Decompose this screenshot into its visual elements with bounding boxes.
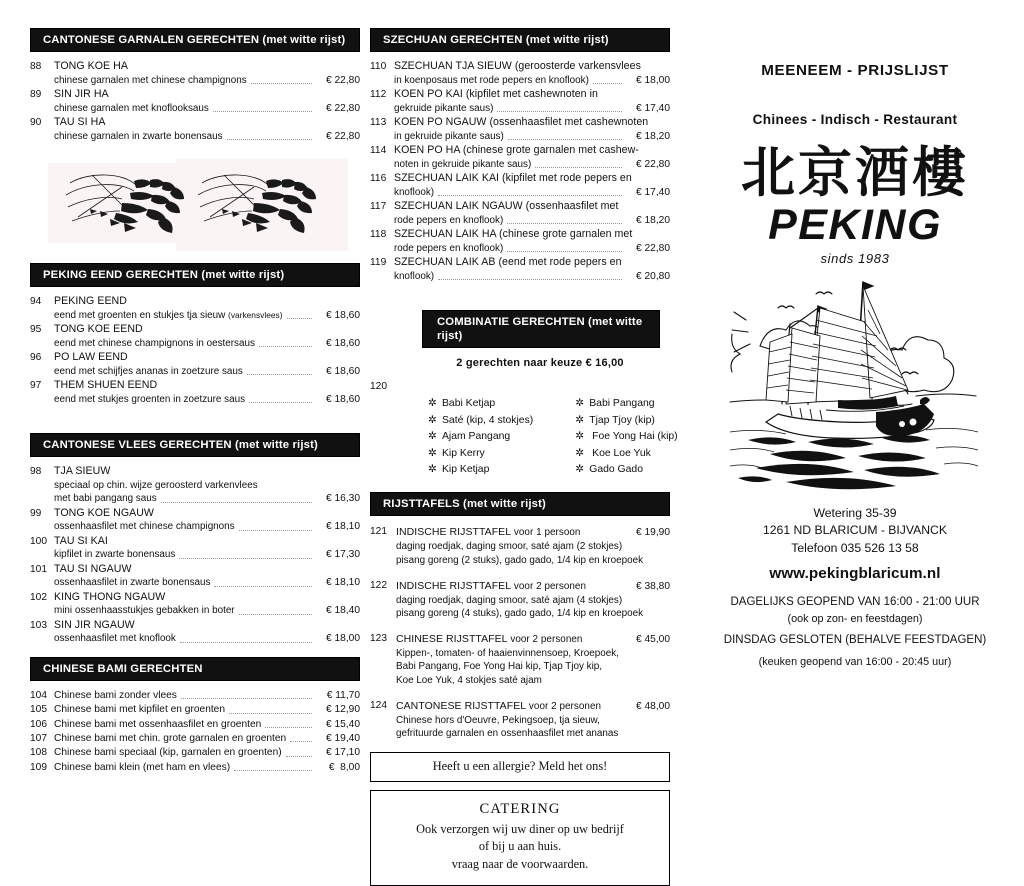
item-name: SIN JIR HA <box>54 88 109 101</box>
menu-list-cantonese-vlees <box>30 465 360 645</box>
menu-item <box>30 351 360 378</box>
leader-dots <box>180 642 312 643</box>
menu-item <box>30 689 360 702</box>
item-number: 124 <box>370 699 387 711</box>
item-description: eend met schijfjes ananas in zoetzure saus <box>54 365 243 377</box>
item-number: 122 <box>370 579 387 591</box>
item-description-line: gefrituurde garnalen en ossenhaasfilet met ananas <box>396 728 619 740</box>
catering-line: of bij u aan huis. <box>478 839 562 854</box>
item-price: € 20,80 <box>636 270 670 282</box>
opening-hours-line: DINSDAG GESLOTEN (BEHALVE FEESTDAGEN) <box>723 634 987 647</box>
item-name: KING THONG NGAUW <box>54 590 166 603</box>
leader-dots <box>507 251 622 252</box>
item-name: TJA SIEUW <box>54 465 111 478</box>
leader-dots <box>535 167 622 168</box>
catering-title: CATERING <box>479 800 561 817</box>
item-description-line: Chinese hors d'Oeuvre, Pekingsoep, tja sieuw, <box>396 714 600 726</box>
menu-item <box>30 703 360 716</box>
item-price: € 22,80 <box>636 158 670 170</box>
item-description-line: Koe Loe Yuk, 4 stokjes saté ajam <box>396 675 542 687</box>
brand-logo: PEKING <box>768 200 942 249</box>
left-column <box>30 0 360 775</box>
leader-dots <box>438 195 622 196</box>
leader-dots <box>161 502 312 503</box>
item-description: chinese garnalen met knoflooksaus <box>54 102 209 114</box>
address-line: 1261 ND BLARICUM - BIJVANCK <box>763 523 947 538</box>
chinese-junk-boat-illustration <box>730 272 980 497</box>
item-description-line: Babi Pangang, Foe Yong Hai kip, Tjap Tjoy kip, <box>396 661 603 673</box>
item-name: TAU SI NGAUW <box>54 562 132 575</box>
item-number: 105 <box>30 704 47 716</box>
leader-dots <box>214 586 312 587</box>
combinatie-options-left <box>428 396 533 478</box>
catering-line: Ook verzorgen wij uw diner op uw bedrijf <box>416 821 624 836</box>
leader-dots <box>290 741 312 742</box>
menu-list-rijsttafels <box>370 525 670 740</box>
item-number: 119 <box>370 257 387 269</box>
rijsttafel-item <box>370 579 670 621</box>
item-description: ossenhaasfilet in zwarte bonensaus <box>54 577 211 589</box>
item-description-line: daging roedjak, daging smoor, saté ajam (4 stokjes) <box>396 594 623 606</box>
asterisk-icon: ✲ <box>575 414 584 426</box>
item-price: € 16,30 <box>326 493 360 505</box>
item-number: 108 <box>30 747 47 759</box>
menu-item <box>30 746 360 759</box>
item-number: 117 <box>370 201 387 213</box>
item-name: TONG KOE EEND <box>54 323 143 336</box>
section-header-cantonese-vlees: CANTONESE VLEES GERECHTEN (met witte rijst) <box>30 433 360 457</box>
item-price: € 18,60 <box>326 337 360 349</box>
item-description: eend met chinese champignons in oestersaus <box>54 337 255 349</box>
item-title-text: INDISCHE RIJSTTAFEL <box>396 526 512 539</box>
opening-hours-block <box>690 594 1020 670</box>
rijsttafel-item <box>370 525 670 567</box>
item-description: noten in gekruide pikante saus) <box>394 158 532 170</box>
option-label: Koe Loe Yuk <box>589 447 651 459</box>
item-price: € 18,60 <box>326 365 360 377</box>
asterisk-icon: ✲ <box>428 398 437 410</box>
item-description: eend met stukjes groenten in zoetzure saus <box>54 393 246 405</box>
item-description: gekruide pikante saus) <box>394 102 494 114</box>
catering-notice <box>370 790 670 886</box>
item-description-line: Kippen-, tomaten- of haaienvinnensoep, Kroepoek, <box>396 647 619 659</box>
menu-item <box>30 116 360 143</box>
item-name <box>396 632 582 647</box>
menu-item <box>30 88 360 115</box>
item-description: rode pepers en knoflook) <box>394 214 504 226</box>
combinatie-option <box>575 462 677 478</box>
menu-item <box>370 172 670 199</box>
combinatie-option <box>428 396 533 412</box>
leader-dots <box>438 279 622 280</box>
leader-dots <box>227 139 312 140</box>
item-description: knoflook) <box>394 270 435 282</box>
item-price: € 19,40 <box>326 733 360 745</box>
phone-line: Telefoon 035 526 13 58 <box>791 540 919 555</box>
chinese-name-logo: 北京酒樓 <box>741 141 969 204</box>
item-name <box>396 699 601 714</box>
item-number: 106 <box>30 718 47 730</box>
leader-dots <box>181 698 312 699</box>
item-name: THEM SHUEN EEND <box>54 379 158 392</box>
item-description-line: daging roedjak, daging smoor, saté ajam (2 stokjes) <box>396 541 623 553</box>
item-description: kipfilet in zwarte bonensaus <box>54 549 176 561</box>
item-name: SZECHUAN LAIK AB (eend met rode pepers en <box>394 256 622 269</box>
item-price: € 17,40 <box>636 102 670 114</box>
item-price: € 19,90 <box>636 527 670 539</box>
combinatie-item-number: 120 <box>370 381 387 393</box>
leader-dots <box>593 83 622 84</box>
item-number: 101 <box>30 563 47 575</box>
item-description-line: pisang goreng (2 stuks), gado gado, 1/4 kip en kroepoek <box>396 555 644 567</box>
asterisk-icon: ✲ <box>575 398 584 410</box>
section-header-chinese-bami: CHINESE BAMI GERECHTEN <box>30 657 360 681</box>
item-price: € 18,40 <box>326 605 360 617</box>
opening-hours-line: (ook op zon- en feestdagen) <box>787 612 923 625</box>
item-number: 103 <box>30 619 47 631</box>
item-title-text: CANTONESE RIJSTTAFEL <box>396 699 527 712</box>
item-serving-size: voor 2 personen <box>526 700 602 712</box>
item-description: ossenhaasfilet met knoflook <box>54 633 176 645</box>
item-number: 97 <box>30 380 42 392</box>
menu-item <box>370 116 670 143</box>
item-name: SZECHUAN LAIK HA (chinese grote garnalen met <box>394 228 633 241</box>
item-description: chinese garnalen met chinese champignons <box>54 74 247 86</box>
item-price: € 18,60 <box>326 393 360 405</box>
item-serving-size: voor 1 persoon <box>511 527 581 539</box>
leader-dots <box>286 756 312 757</box>
option-label: Babi Pangang <box>589 398 655 410</box>
asterisk-icon: ✲ <box>575 447 584 459</box>
item-description: met babi pangang saus <box>54 493 157 505</box>
item-description: chinese garnalen in zwarte bonensaus <box>54 130 223 142</box>
combinatie-option <box>428 446 533 462</box>
item-price: € 22,80 <box>636 242 670 254</box>
website-link[interactable]: www.pekingblaricum.nl <box>769 565 941 583</box>
item-number: 89 <box>30 89 42 101</box>
menu-item <box>370 144 670 171</box>
item-name: TONG KOE HA <box>54 60 128 73</box>
leader-dots <box>179 558 312 559</box>
item-number: 99 <box>30 507 42 519</box>
item-number: 95 <box>30 324 42 336</box>
combinatie-option <box>575 429 677 445</box>
menu-item <box>30 619 360 646</box>
menu-item <box>30 507 360 534</box>
item-number: 104 <box>30 689 47 701</box>
item-number: 118 <box>370 229 387 241</box>
leader-dots <box>249 402 312 403</box>
item-price: € 12,90 <box>326 704 360 716</box>
shrimp-icon <box>62 167 190 241</box>
item-description <box>54 309 283 322</box>
item-serving-size: voor 2 personen <box>507 633 583 645</box>
item-description: mini ossenhaasstukjes gebakken in boter <box>54 605 235 617</box>
item-name: KOEN PO NGAUW (ossenhaasfilet met cashewnoten <box>394 116 649 129</box>
combinatie-option <box>575 413 677 429</box>
item-name <box>396 579 586 594</box>
item-name: TAU SI HA <box>54 116 106 129</box>
item-name: PO LAW EEND <box>54 351 128 364</box>
address-line: Wetering 35-39 <box>813 505 897 520</box>
asterisk-icon: ✲ <box>428 414 437 426</box>
menu-item <box>30 295 360 322</box>
shrimp-icon <box>194 167 322 241</box>
item-description-text: eend met groenten en stukjes tja sieuw <box>54 309 226 321</box>
allergy-notice: Heeft u een allergie? Meld het ons! <box>370 752 670 782</box>
item-price: € 18,00 <box>326 633 360 645</box>
leader-dots <box>213 111 312 112</box>
menu-item <box>370 60 670 87</box>
item-price: € 22,80 <box>326 102 360 114</box>
rijsttafel-item <box>370 699 670 741</box>
menu-item <box>30 465 360 505</box>
item-number: 102 <box>30 591 47 603</box>
right-column <box>690 0 1020 670</box>
item-price: € 17,10 <box>326 747 360 759</box>
item-number: 94 <box>30 296 42 308</box>
item-number: 107 <box>30 733 47 745</box>
option-label: Kip Ketjap <box>442 463 490 475</box>
item-number: 113 <box>370 117 387 129</box>
item-price: € 17,30 <box>326 549 360 561</box>
item-name: TAU SI KAI <box>54 534 108 547</box>
item-description-extra: speciaal op chin. wijze geroosterd varkenvlees <box>54 479 258 491</box>
item-name: SZECHUAN TJA SIEUW (geroosterde varkensvlees <box>394 60 641 73</box>
item-price: € 11,70 <box>326 689 360 701</box>
item-number: 121 <box>370 526 387 538</box>
combinatie-option <box>575 396 677 412</box>
menu-item <box>370 228 670 255</box>
item-name: KOEN PO HA (chinese grote garnalen met cashew- <box>394 144 639 157</box>
item-price: € 18,10 <box>326 521 360 533</box>
established-year: sinds 1983 <box>820 250 890 266</box>
item-price: € 18,10 <box>326 577 360 589</box>
item-number: 90 <box>30 117 42 129</box>
leader-dots <box>507 223 622 224</box>
menu-item <box>30 60 360 87</box>
address-block <box>690 505 1020 583</box>
item-name: TONG KOE NGAUW <box>54 506 154 519</box>
middle-column <box>370 0 678 886</box>
item-description: in gekruide pikante saus) <box>394 130 504 142</box>
option-label: Gado Gado <box>589 463 643 475</box>
item-name: SIN JIR NGAUW <box>54 618 135 631</box>
item-description: in koenposaus met rode pepers en knoflook) <box>394 74 589 86</box>
item-serving-size: voor 2 personen <box>511 580 587 592</box>
combinatie-option <box>428 413 533 429</box>
item-description: Chinese bami met kipfilet en groenten <box>54 704 226 716</box>
item-price: € 18,00 <box>636 74 670 86</box>
combinatie-option <box>428 429 533 445</box>
item-name: SZECHUAN LAIK NGAUW (ossenhaasfilet met <box>394 200 619 213</box>
item-price: € 48,00 <box>636 700 670 712</box>
menu-item <box>370 200 670 227</box>
asterisk-icon: ✲ <box>428 431 437 443</box>
combinatie-option <box>575 446 677 462</box>
item-name <box>396 525 580 540</box>
menu-list-cantonese-garnalen <box>30 60 360 143</box>
item-number: 100 <box>30 535 47 547</box>
item-description-line: pisang goreng (4 stuks), gado gado, 1/4 kip en kroepoek <box>396 608 644 620</box>
item-number: 114 <box>370 145 387 157</box>
item-title-text: CHINESE RIJSTTAFEL <box>396 632 508 645</box>
section-header-peking-eend: PEKING EEND GERECHTEN (met witte rijst) <box>30 263 360 287</box>
item-description: rode pepers en knoflook) <box>394 242 504 254</box>
menu-item <box>370 88 670 115</box>
restaurant-type-subtitle: Chinees - Indisch - Restaurant <box>752 112 958 127</box>
item-number: 96 <box>30 352 42 364</box>
leader-dots <box>239 530 312 531</box>
item-price: € 8,00 <box>328 761 360 773</box>
section-header-combinatie: COMBINATIE GERECHTEN (met witte rijst) <box>422 310 660 348</box>
item-price: € 22,80 <box>326 74 360 86</box>
menu-item <box>30 563 360 590</box>
item-description: Chinese bami zonder vlees <box>54 689 177 701</box>
menu-item <box>30 718 360 731</box>
page-title: MEENEEM - PRIJSLIJST <box>761 62 949 79</box>
menu-item <box>30 732 360 745</box>
item-number: 110 <box>370 61 387 73</box>
leader-dots <box>229 713 312 714</box>
menu-item <box>30 323 360 350</box>
rijsttafel-item <box>370 632 670 688</box>
asterisk-icon: ✲ <box>575 463 584 475</box>
item-description: ossenhaasfilet met chinese champignons <box>54 521 235 533</box>
section-header-rijsttafels: RIJSTTAFELS (met witte rijst) <box>370 492 670 516</box>
leader-dots <box>239 614 312 615</box>
combinatie-option <box>428 462 533 478</box>
combinatie-subtitle: 2 gerechten naar keuze € 16,00 <box>456 357 624 370</box>
leader-dots <box>287 318 313 319</box>
option-label: Tjap Tjoy (kip) <box>589 414 655 426</box>
asterisk-icon: ✲ <box>428 463 437 475</box>
leader-dots <box>247 374 312 375</box>
item-description-note: (varkensvlees) <box>228 309 283 320</box>
item-price: € 18,20 <box>636 214 670 226</box>
menu-item <box>370 256 670 283</box>
option-label: Ajam Pangang <box>442 431 511 443</box>
catering-line: vraag naar de voorwaarden. <box>451 856 589 871</box>
leader-dots <box>508 139 622 140</box>
item-description: knoflook) <box>394 186 435 198</box>
item-number: 123 <box>370 632 387 644</box>
item-price: € 18,20 <box>636 130 670 142</box>
combinatie-options <box>428 396 678 478</box>
menu-item <box>30 761 360 774</box>
shrimp-illustration-band <box>48 159 348 251</box>
item-price: € 45,00 <box>636 633 670 645</box>
leader-dots <box>259 346 312 347</box>
menu-item <box>30 591 360 618</box>
item-number: 109 <box>30 761 47 773</box>
item-number: 116 <box>370 173 387 185</box>
item-name: PEKING EEND <box>54 295 127 308</box>
item-price: € 17,40 <box>636 186 670 198</box>
item-number: 98 <box>30 466 42 478</box>
asterisk-icon: ✲ <box>575 431 584 443</box>
item-number: 112 <box>370 89 387 101</box>
item-price: € 22,80 <box>326 130 360 142</box>
item-price: € 15,40 <box>326 718 360 730</box>
leader-dots <box>265 727 312 728</box>
item-name: KOEN PO KAI (kipfilet met cashewnoten in <box>394 88 598 101</box>
menu-item <box>30 379 360 406</box>
option-label: Saté (kip, 4 stokjes) <box>442 414 534 426</box>
option-label: Babi Ketjap <box>442 398 496 410</box>
leader-dots <box>234 770 312 771</box>
leader-dots <box>251 83 312 84</box>
opening-hours-line: (keuken geopend van 16:00 - 20:45 uur) <box>758 655 952 668</box>
item-description: Chinese bami met chin. grote garnalen en groenten <box>54 733 287 745</box>
asterisk-icon: ✲ <box>428 447 437 459</box>
opening-hours-line: DAGELIJKS GEOPEND VAN 16:00 - 21:00 UUR <box>730 596 980 609</box>
menu-list-szechuan <box>370 60 670 283</box>
item-price: € 38,80 <box>636 580 670 592</box>
option-label: Kip Kerry <box>442 447 485 459</box>
option-label: Foe Yong Hai (kip) <box>589 431 678 443</box>
menu-list-peking-eend <box>30 295 360 406</box>
section-header-szechuan: SZECHUAN GERECHTEN (met witte rijst) <box>370 28 670 52</box>
item-description: Chinese bami klein (met ham en vlees) <box>54 761 231 773</box>
leader-dots <box>497 111 622 112</box>
menu-item <box>30 535 360 562</box>
section-header-cantonese-garnalen: CANTONESE GARNALEN GERECHTEN (met witte rijst) <box>30 28 360 52</box>
item-description: Chinese bami met ossenhaasfilet en groenten <box>54 718 262 730</box>
item-name: SZECHUAN LAIK KAI (kipfilet met rode pepers en <box>394 172 632 185</box>
item-number: 88 <box>30 61 42 73</box>
item-description: Chinese bami speciaal (kip, garnalen en groenten) <box>54 747 282 759</box>
item-title-text: INDISCHE RIJSTTAFEL <box>396 579 512 592</box>
combinatie-options-right <box>575 396 677 478</box>
item-price: € 18,60 <box>326 309 360 321</box>
menu-list-chinese-bami <box>30 689 360 774</box>
